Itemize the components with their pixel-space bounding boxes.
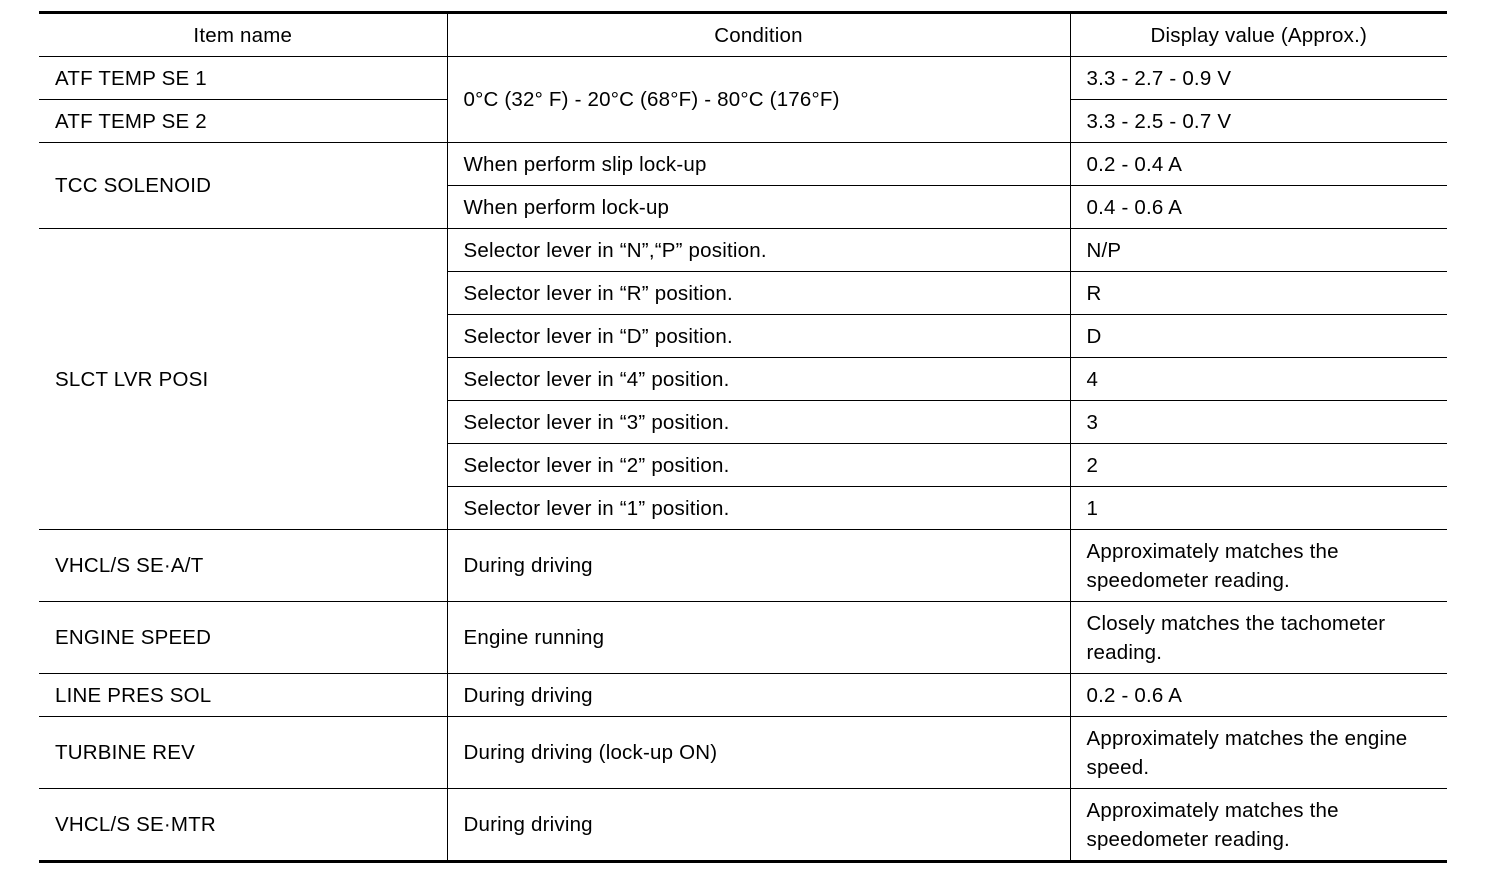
header-item-name: Item name: [39, 13, 447, 57]
condition-cell: Selector lever in “2” position.: [447, 444, 1070, 487]
display-value-cell: 0.2 - 0.6 A: [1070, 674, 1447, 717]
item-name-cell: TURBINE REV: [39, 717, 447, 789]
condition-cell: Selector lever in “D” position.: [447, 315, 1070, 358]
item-name-cell: LINE PRES SOL: [39, 674, 447, 717]
condition-cell: Selector lever in “3” position.: [447, 401, 1070, 444]
display-value-cell: 0.2 - 0.4 A: [1070, 143, 1447, 186]
condition-cell: Selector lever in “4” position.: [447, 358, 1070, 401]
display-value-cell: Approximately matches the speedometer reading.: [1070, 789, 1447, 862]
display-value-cell: Closely matches the tachometer reading.: [1070, 602, 1447, 674]
condition-cell: Selector lever in “R” position.: [447, 272, 1070, 315]
table-row: [39, 530, 1447, 602]
table-row: [39, 143, 1447, 186]
item-name-cell: ATF TEMP SE 2: [39, 100, 447, 143]
item-name-cell: ATF TEMP SE 1: [39, 57, 447, 100]
header-display-value: Display value (Approx.): [1070, 13, 1447, 57]
condition-cell: During driving: [447, 530, 1070, 602]
table-row: [39, 717, 1447, 789]
item-name-cell: VHCL/S SE·A/T: [39, 530, 447, 602]
display-value-cell: Approximately matches the speedometer reading.: [1070, 530, 1447, 602]
condition-cell: During driving (lock-up ON): [447, 717, 1070, 789]
display-value-cell: R: [1070, 272, 1447, 315]
header-row: [39, 13, 1447, 57]
display-value-cell: 4: [1070, 358, 1447, 401]
table-row: [39, 229, 1447, 272]
display-value-cell: D: [1070, 315, 1447, 358]
spec-table: [39, 11, 1447, 863]
display-value-cell: 0.4 - 0.6 A: [1070, 186, 1447, 229]
condition-cell: During driving: [447, 789, 1070, 862]
display-value-cell: 1: [1070, 487, 1447, 530]
table-row: [39, 789, 1447, 862]
display-value-cell: Approximately matches the engine speed.: [1070, 717, 1447, 789]
item-name-cell: TCC SOLENOID: [39, 143, 447, 229]
item-name-cell: SLCT LVR POSI: [39, 229, 447, 530]
display-value-cell: 3.3 - 2.7 - 0.9 V: [1070, 57, 1447, 100]
condition-cell: When perform lock-up: [447, 186, 1070, 229]
item-name-cell: ENGINE SPEED: [39, 602, 447, 674]
display-value-cell: 3.3 - 2.5 - 0.7 V: [1070, 100, 1447, 143]
condition-cell: Selector lever in “N”,“P” position.: [447, 229, 1070, 272]
condition-cell: When perform slip lock-up: [447, 143, 1070, 186]
item-name-cell: VHCL/S SE·MTR: [39, 789, 447, 862]
table-row: [39, 57, 1447, 100]
table-row: [39, 674, 1447, 717]
table-row: [39, 602, 1447, 674]
condition-cell: Selector lever in “1” position.: [447, 487, 1070, 530]
header-condition: Condition: [447, 13, 1070, 57]
condition-cell: During driving: [447, 674, 1070, 717]
condition-cell: 0°C (32° F) - 20°C (68°F) - 80°C (176°F): [447, 57, 1070, 143]
condition-cell: Engine running: [447, 602, 1070, 674]
display-value-cell: N/P: [1070, 229, 1447, 272]
display-value-cell: 3: [1070, 401, 1447, 444]
display-value-cell: 2: [1070, 444, 1447, 487]
